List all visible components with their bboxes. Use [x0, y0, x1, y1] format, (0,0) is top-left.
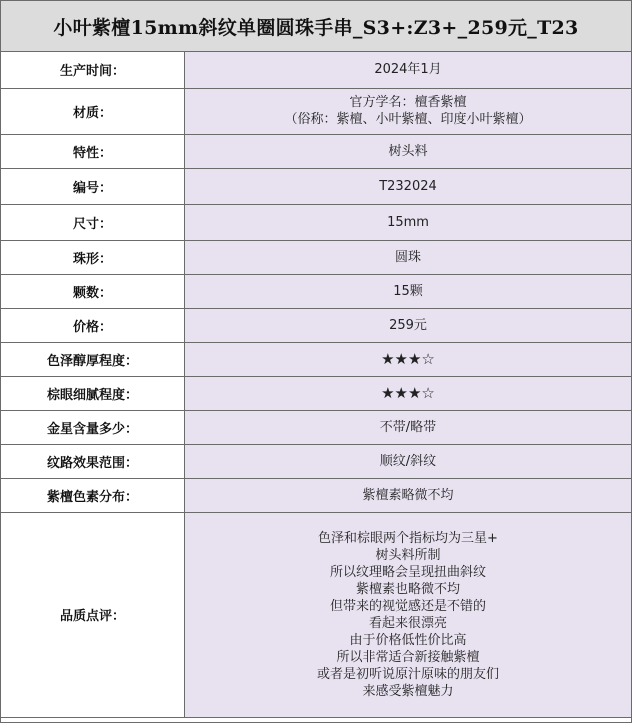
star-rating: ★★★☆ — [381, 383, 435, 402]
value-line: 圆珠 — [394, 249, 421, 265]
spec-row-pore-fineness — [1, 376, 631, 410]
row-value — [185, 52, 632, 88]
row-label: 纹路效果范围： — [1, 444, 185, 478]
row-value — [185, 376, 632, 410]
row-value — [185, 168, 632, 204]
value-line: 看起来很漂亮 — [368, 615, 447, 631]
value-line: 15颗 — [393, 283, 423, 299]
value-line: 树头料 — [388, 143, 428, 159]
spec-row-bead-count — [1, 274, 631, 308]
value-line: T232024 — [379, 178, 437, 194]
row-value — [185, 88, 632, 134]
row-label: 颗数： — [1, 274, 185, 308]
value-line: 顺纹/斜纹 — [379, 453, 437, 469]
row-value — [185, 240, 632, 274]
spec-table — [1, 52, 631, 718]
row-label: 金星含量多少： — [1, 410, 185, 444]
value-line: 或者是初听说原汁原味的朋友们 — [316, 666, 499, 682]
value-line: 色泽和棕眼两个指标均为三星+ — [318, 530, 498, 546]
value-line: 树头料所制 — [375, 547, 441, 563]
spec-row-size — [1, 204, 631, 240]
value-line: 来感受紫檀魅力 — [362, 683, 454, 699]
row-label: 特性： — [1, 134, 185, 168]
row-label: 品质点评： — [1, 512, 185, 717]
spec-row-material — [1, 88, 631, 134]
spec-row-gold-star-content — [1, 410, 631, 444]
row-value — [185, 308, 632, 342]
value-line: 不带/略带 — [379, 419, 437, 435]
spec-row-bead-shape — [1, 240, 631, 274]
value-line: 紫檀素略微不均 — [362, 487, 454, 503]
star-rating: ★★★☆ — [381, 349, 435, 368]
row-value — [185, 342, 632, 376]
value-line: （俗称：紫檀、小叶紫檀、印度小叶紫檀） — [284, 112, 532, 127]
row-label: 色泽醇厚程度： — [1, 342, 185, 376]
value-line: 由于价格低性价比高 — [349, 632, 467, 648]
value-line: 15mm — [387, 214, 429, 230]
row-label: 材质： — [1, 88, 185, 134]
row-label: 珠形： — [1, 240, 185, 274]
page-title: 小叶紫檀15mm斜纹单圈圆珠手串_S3+:Z3+_259元_T23 — [1, 1, 631, 52]
value-line: 所以非常适合新接触紫檀 — [336, 649, 480, 665]
value-line: 官方学名：檀香紫檀 — [349, 95, 467, 110]
spec-row-serial-number — [1, 168, 631, 204]
value-line: 所以纹理略会呈现扭曲斜纹 — [329, 564, 486, 580]
value-line: 紫檀素也略微不均 — [355, 581, 460, 597]
row-value — [185, 410, 632, 444]
spec-row-color-richness — [1, 342, 631, 376]
row-label: 价格： — [1, 308, 185, 342]
row-value — [185, 204, 632, 240]
spec-row-price — [1, 308, 631, 342]
row-value — [185, 134, 632, 168]
spec-row-feature — [1, 134, 631, 168]
value-line: 但带来的视觉感还是不错的 — [329, 598, 486, 614]
row-value — [185, 444, 632, 478]
spec-row-pigment-distribution — [1, 478, 631, 512]
row-label: 编号： — [1, 168, 185, 204]
spec-row-grain-effect — [1, 444, 631, 478]
row-value — [185, 274, 632, 308]
row-label: 紫檀色素分布： — [1, 478, 185, 512]
spec-row-production-time — [1, 52, 631, 88]
row-label: 生产时间： — [1, 52, 185, 88]
row-value — [185, 512, 632, 717]
row-value — [185, 478, 632, 512]
value-line: 259元 — [389, 317, 427, 333]
spec-row-quality-review — [1, 512, 631, 717]
row-label: 尺寸： — [1, 204, 185, 240]
value-line: 2024年1月 — [374, 62, 442, 78]
row-label: 棕眼细腻程度： — [1, 376, 185, 410]
